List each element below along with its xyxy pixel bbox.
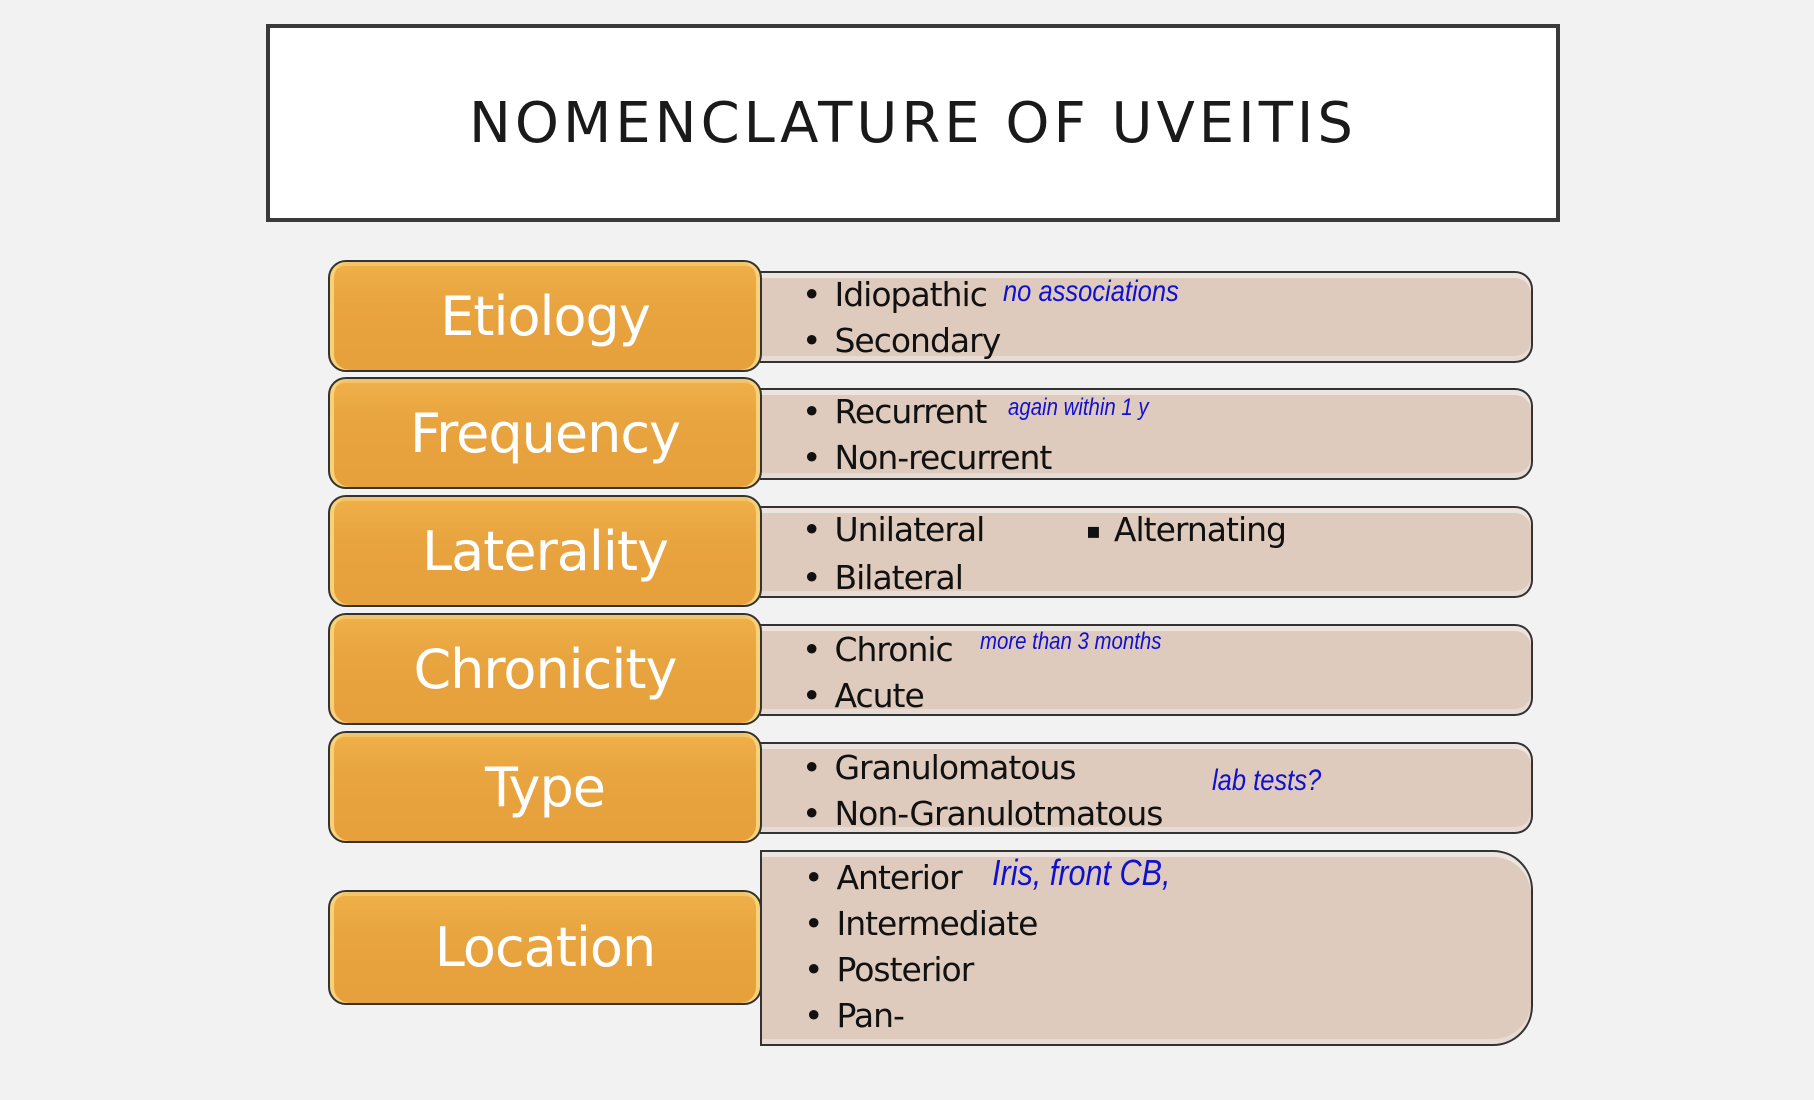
list-item: • Unilateral: [802, 510, 984, 549]
label-etiology: [328, 260, 762, 372]
content-type: [760, 742, 1533, 834]
label-text: Chronicity: [413, 637, 677, 701]
content-laterality: [760, 506, 1533, 598]
content-chronicity: [760, 624, 1533, 716]
content-frequency: [760, 388, 1533, 480]
label-text: Frequency: [410, 401, 680, 465]
label-location: [328, 890, 762, 1005]
label-text: Laterality: [422, 519, 668, 583]
label-type: [328, 731, 762, 843]
label-laterality: [328, 495, 762, 607]
list-item: • Bilateral: [802, 558, 963, 597]
label-text: Location: [434, 916, 656, 979]
page-title: NOMENCLATURE OF UVEITIS: [469, 90, 1357, 156]
handwritten-note: again within 1 y: [1008, 394, 1149, 421]
list-item: • Chronic: [802, 630, 953, 669]
list-item: • Secondary: [802, 321, 1000, 360]
handwritten-note: Iris, front CB,: [992, 852, 1171, 893]
label-text: Etiology: [440, 284, 650, 348]
handwritten-note: no associations: [1003, 275, 1179, 308]
list-item: • Anterior: [804, 858, 962, 897]
label-text: Type: [484, 755, 606, 819]
list-item: • Intermediate: [804, 904, 1037, 943]
list-item: • Non-recurrent: [802, 438, 1051, 477]
content-etiology: [760, 271, 1533, 363]
list-item: • Recurrent: [802, 392, 986, 431]
title-box: [266, 24, 1560, 222]
content-location: [760, 850, 1533, 1046]
list-item: • Acute: [802, 676, 924, 715]
list-item: • Granulomatous: [802, 748, 1076, 787]
handwritten-note: more than 3 months: [980, 628, 1162, 655]
label-chronicity: [328, 613, 762, 725]
list-item: • Pan-: [804, 996, 904, 1035]
list-item: • Non-Granulotmatous: [802, 794, 1162, 833]
label-frequency: [328, 377, 762, 489]
handwritten-note: lab tests?: [1212, 764, 1322, 797]
list-item: • Posterior: [804, 950, 973, 989]
list-item: ▪ Alternating: [1086, 510, 1286, 549]
list-item: • Idiopathic: [802, 275, 987, 314]
